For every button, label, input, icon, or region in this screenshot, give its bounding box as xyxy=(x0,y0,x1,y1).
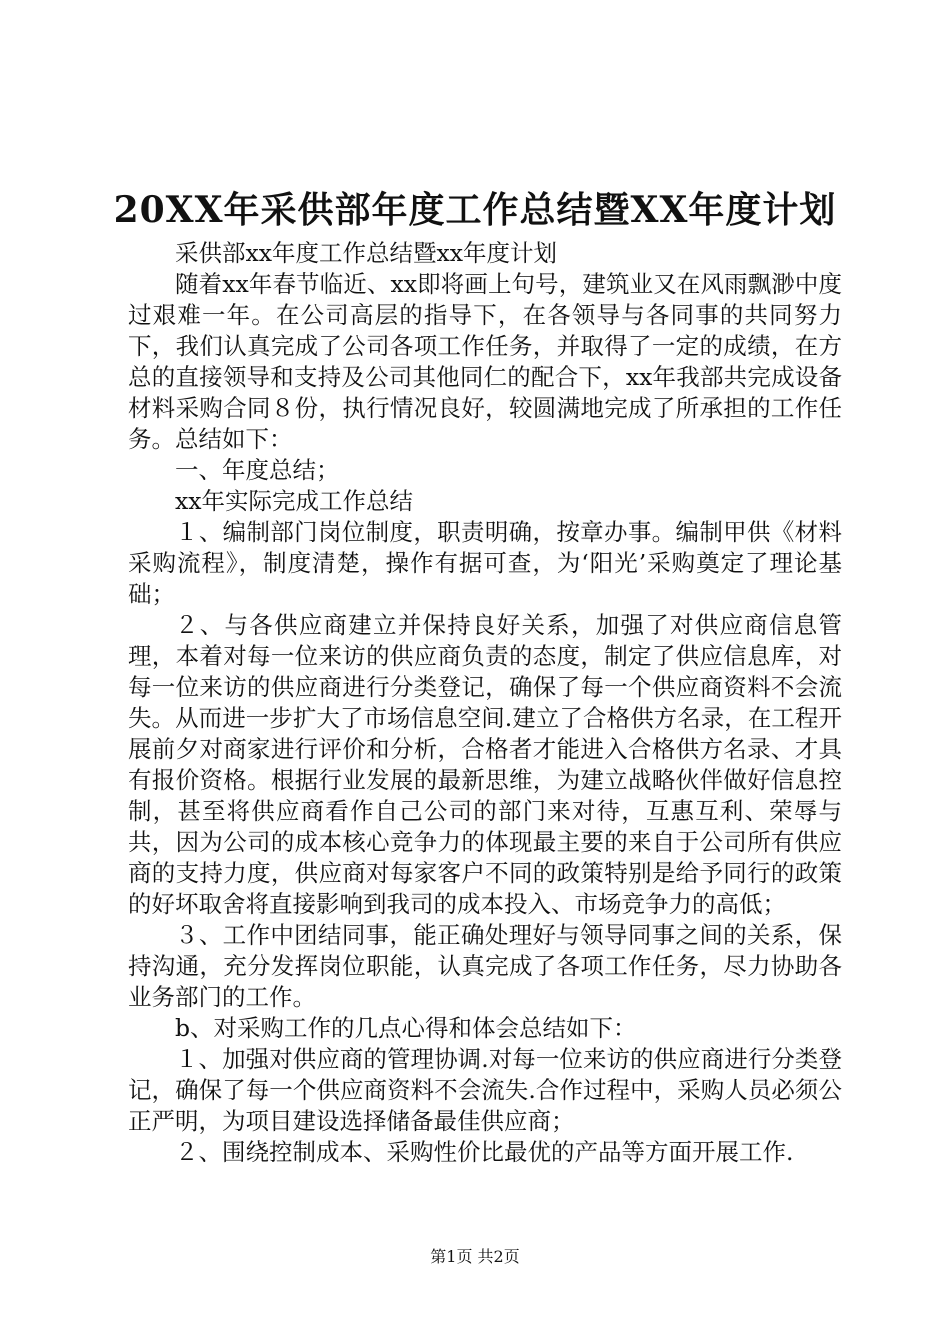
document-body xyxy=(128,238,842,1168)
experience-paragraph-2: ２、围绕控制成本、采购性价比最优的产品等方面开展工作. xyxy=(175,1138,794,1166)
section-heading-annual-summary: 一、年度总结； xyxy=(175,456,340,484)
subheading-actual-work: xx年实际完成工作总结 xyxy=(175,487,414,515)
document-title: 20XX年采供部年度工作总结暨XX年度计划 xyxy=(113,189,837,231)
subtitle-paragraph: 采供部xx年度工作总结暨xx年度计划 xyxy=(175,239,558,267)
section-heading-experience: b、对采购工作的几点心得和体会总结如下： xyxy=(175,1014,637,1042)
item-paragraph-2: ２、与各供应商建立并保持良好关系，加强了对供应商信息管理，本着对每一位来访的供应商负责的态度，制定了供应信息库，对每一位来访的供应商进行分类登记，确保了每一个供应商资料不会流失。从而进一步扩大了市场信息空间.建立了合格供方名录，在工程开展前夕对商家进行评价和分析，合格者才能进入合格供方名录、才具有报价资格。根据行业发展的最新思维，为建立战略伙伴做好信息控制，甚至将供应商看作自己公司的部门来对待，互惠互利、荣辱与共，因为公司的成本核心竞争力的体现最主要的来自于公司所有供应商的支持力度，供应商对每家客户不同的政策特别是给予同行的政策的好坏取舍将直接影响到我司的成本投入、市场竞争力的高低； xyxy=(128,611,842,918)
item-paragraph-3: ３、工作中团结同事，能正确处理好与领导同事之间的关系，保持沟通，充分发挥岗位职能，认真完成了各项工作任务，尽力协助各业务部门的工作。 xyxy=(128,921,842,1011)
intro-paragraph: 随着xx年春节临近、xx即将画上句号，建筑业又在风雨飘渺中度过艰难一年。在公司高层的指导下，在各领导与各同事的共同努力下，我们认真完成了公司各项工作任务，并取得了一定的成绩，在方总的直接领导和支持及公司其他同仁的配合下，xx年我部共完成设备材料采购合同８份，执行情况良好，较圆满地完成了所承担的工作任务。总结如下： xyxy=(128,270,842,453)
item-paragraph-1: １、编制部门岗位制度，职责明确，按章办事。编制甲供《材料采购流程》，制度清楚，操作有据可查，为‘阳光’采购奠定了理论基础； xyxy=(128,518,842,608)
experience-paragraph-1: １、加强对供应商的管理协调.对每一位来访的供应商进行分类登记，确保了每一个供应商资料不会流失.合作过程中，采购人员必须公正严明，为项目建设选择储备最佳供应商； xyxy=(128,1045,842,1135)
page-footer: 第1页 共2页 xyxy=(430,1247,520,1266)
